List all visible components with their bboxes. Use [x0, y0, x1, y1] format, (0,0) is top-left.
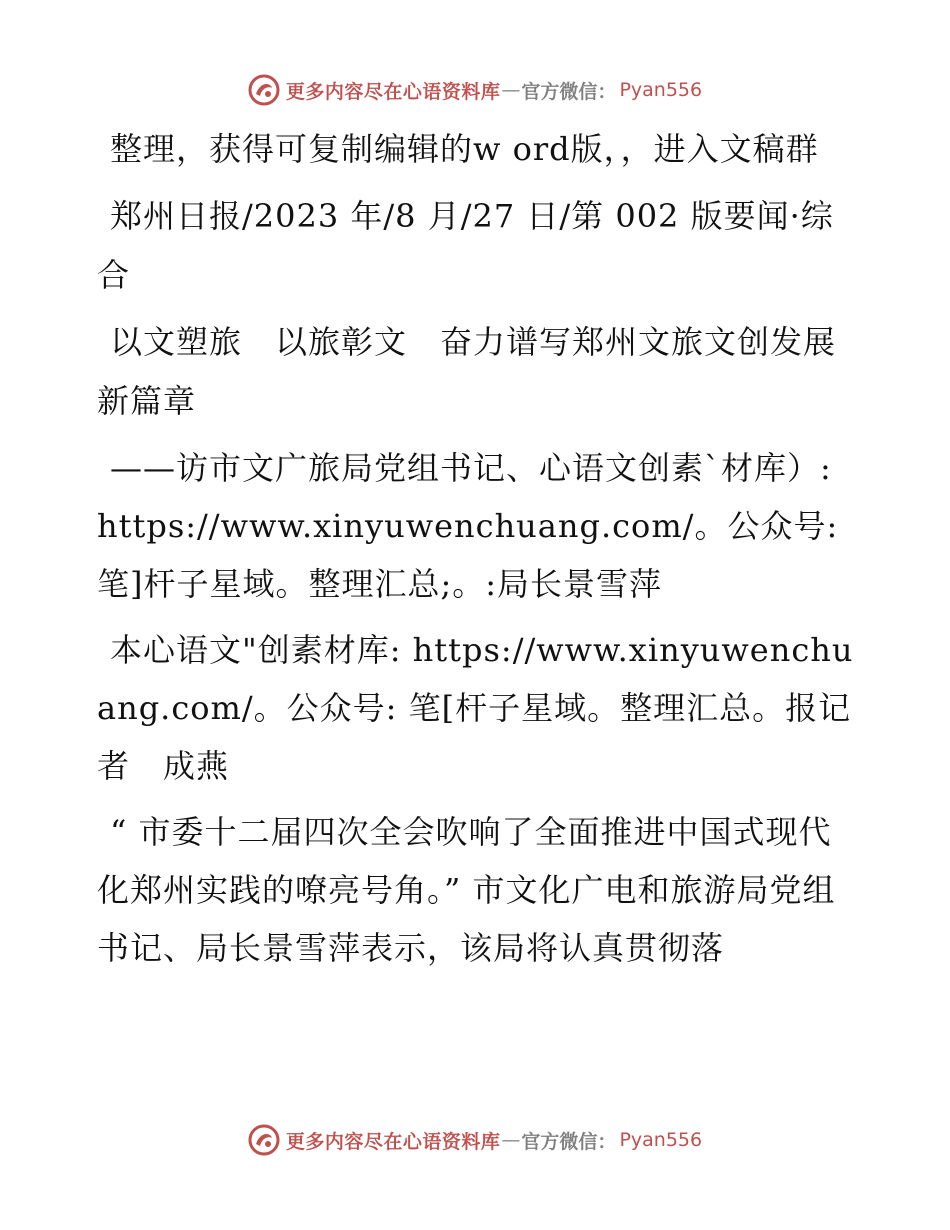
watermark-banner-bottom: [0, 1120, 950, 1160]
paragraph-source: 郑州日报/2023 年/8 月/27 日/第 002 版要闻·综合: [97, 197, 834, 294]
paragraph-byline: 本心语文"创素材库: https://www.xinyuwenchuang.com/。公众号: 笔[杆子星域。整理汇总。报记者 成燕: [97, 631, 854, 785]
watermark-text: 更多内容尽在心语资料库: [285, 80, 501, 103]
paragraph-subtitle: ——访市文广旅局党组书记、心语文创素`材库）: https://www.xinyuwenchuang.com/。公众号: 笔]杆子星域。整理汇总;。:局长景雪萍: [97, 449, 839, 603]
paragraph-body: “ 市委十二届四次全会吹响了全面推进中国式现代化郑州实践的嘹亮号角。” 市文化广电和旅游局党组书记、局长景雪萍表示，该局将认真贯彻落: [97, 813, 836, 967]
red-swirl-logo-icon: [248, 74, 280, 106]
paragraph-intro: 整理，获得可复制编辑的w ord版，，进入文稿群: [110, 130, 819, 168]
watermark-separator: —: [501, 1129, 521, 1151]
watermark-banner-top: [0, 70, 950, 110]
watermark-text: 更多内容尽在心语资料库: [285, 1130, 501, 1153]
document-body: [97, 120, 857, 985]
watermark-id: Pyan556: [619, 79, 703, 101]
watermark-sub: 官方微信：: [521, 80, 617, 103]
watermark-sub: 官方微信：: [521, 1130, 617, 1153]
watermark-id: Pyan556: [619, 1129, 703, 1151]
paragraph-headline: 以文塑旅 以旅彰文 奋力谱写郑州文旅文创发展新篇章: [97, 323, 837, 420]
red-swirl-logo-icon: [248, 1124, 280, 1156]
watermark-separator: —: [501, 79, 521, 101]
